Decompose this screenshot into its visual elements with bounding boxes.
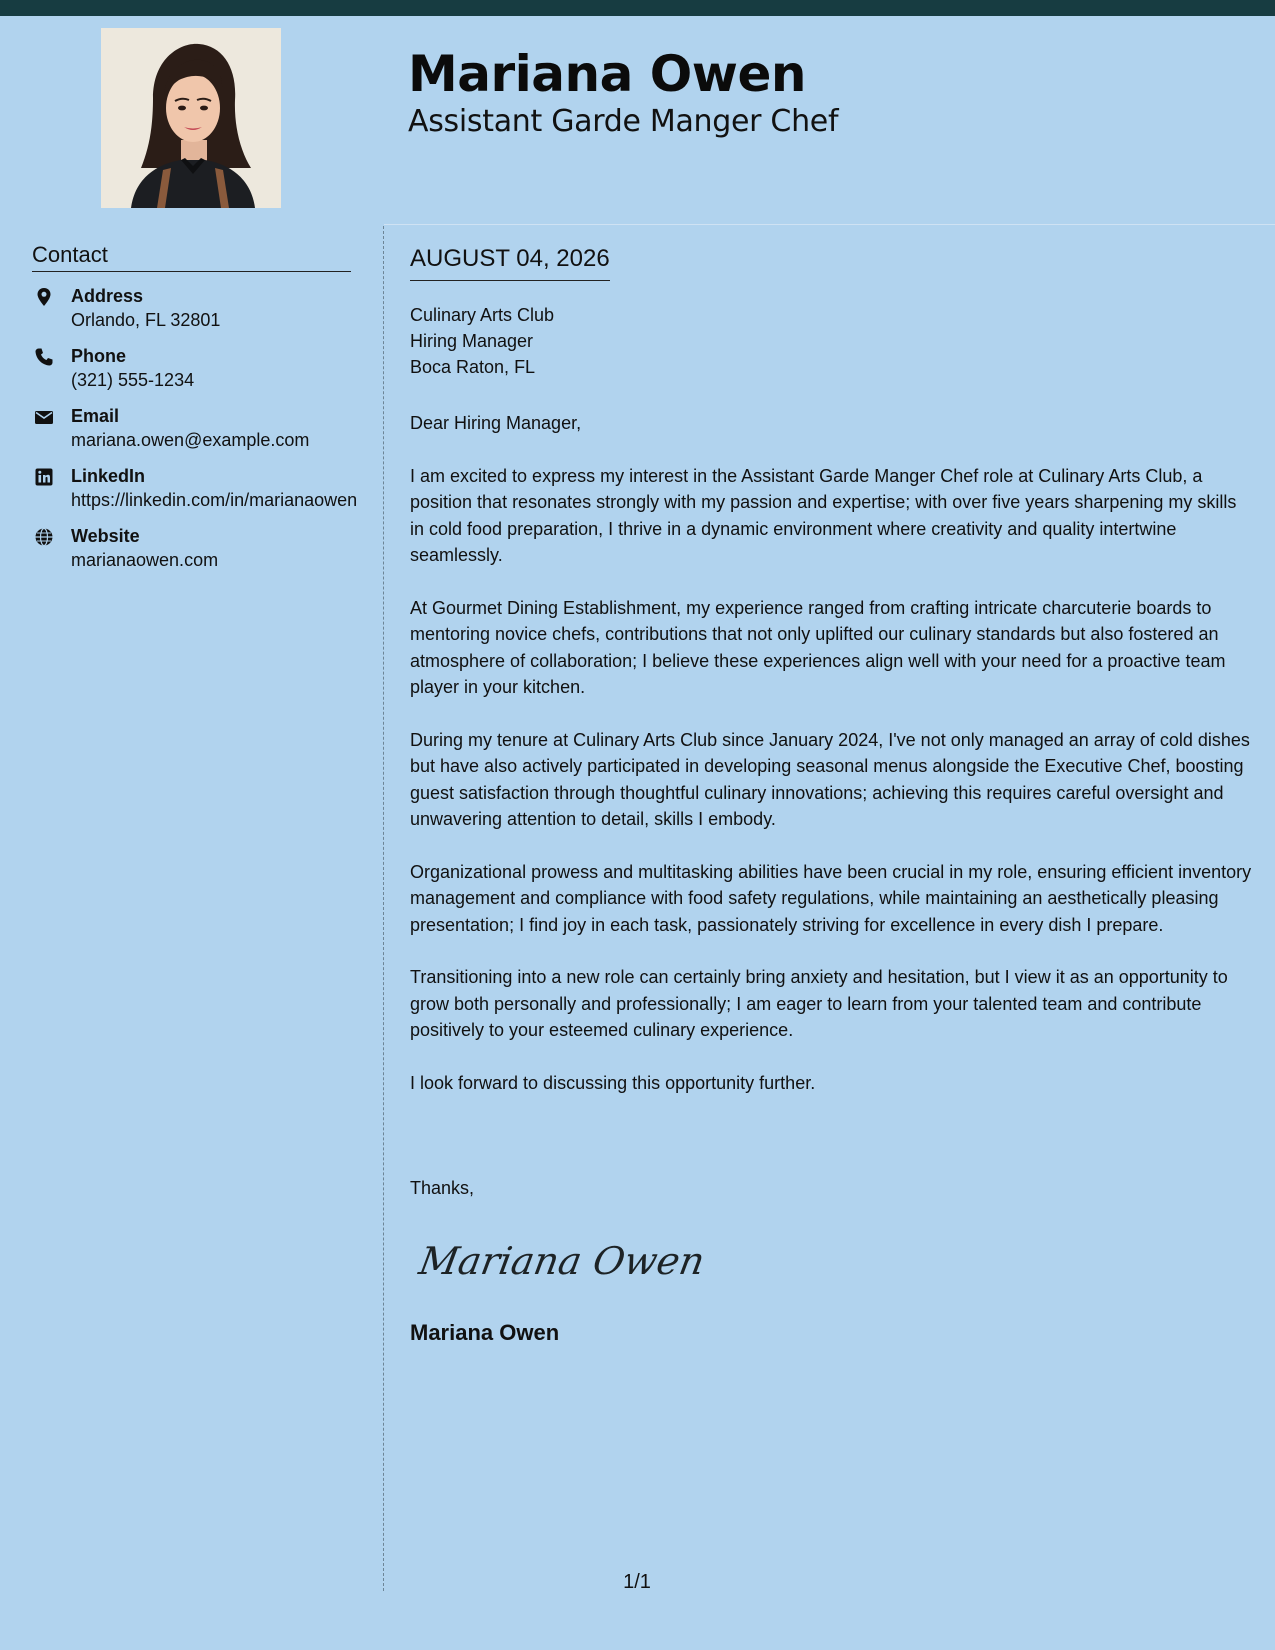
body-paragraph: I am excited to express my interest in the Assistant Garde Manger Chef role at Culinary Arts Club, a position that resonates strongly with my passion and expertise; with over five years sharpening my skills in cold food preparation, I thrive in a dynamic environment where creativity and quality intertwine seamlessly. [410,465,1237,565]
body-paragraph: Transitioning into a new role can certainly bring anxiety and hesitation, but I view it as an opportunity to grow both personally and professionally; I am eager to learn from your talented team and contribute positively to your esteemed culinary experience. [410,967,1228,1040]
linkedin-icon [34,467,54,487]
signature-text: Mariana Owen [415,1239,708,1284]
linkedin-value[interactable]: https://linkedin.com/in/marianaowen [71,490,358,510]
recipient-title: Hiring Manager [410,331,534,351]
globe-icon [34,527,54,547]
contact-label: Email [71,406,120,426]
body-paragraph: At Gourmet Dining Establishment, my experience ranged from crafting intricate charcuterie boards to mentoring novice chefs, contributions that not only uplifted our culinary standards but also fostered an atmosphere of collaboration; I believe these experiences align well with your need for a proactive team player in your kitchen. [410,597,1226,697]
top-accent-bar [0,0,1275,16]
contact-heading: Contact [32,240,351,272]
handwritten-signature [415,1226,708,1298]
profile-photo [101,28,281,208]
contact-item-email [32,404,362,452]
signer-name: Mariana Owen [410,1320,560,1345]
contact-item-website [32,524,362,572]
contact-item-address [32,284,362,332]
email-value[interactable]: mariana.owen@example.com [71,430,310,450]
page-number: 1/1 [623,1571,651,1593]
recipient-company: Culinary Arts Club [410,305,555,325]
column-divider [383,226,384,1591]
envelope-icon [34,407,54,427]
address-value: Orlando, FL 32801 [71,310,221,330]
contact-label: Address [71,286,144,306]
letter-date: AUGUST 04, 2026 [410,244,610,281]
recipient-block [410,302,554,380]
job-title: Assistant Garde Manger Chef [408,104,839,139]
contact-label: LinkedIn [71,466,146,486]
recipient-location: Boca Raton, FL [410,357,536,377]
body-paragraph: I look forward to discussing this opportunity further. [410,1072,816,1093]
avatar [101,28,281,208]
contact-label: Phone [71,346,127,366]
header-divider [384,224,1275,225]
candidate-name: Mariana Owen [408,45,806,103]
website-value[interactable]: marianaowen.com [71,550,219,570]
phone-icon [34,347,54,367]
contact-item-linkedin [32,464,362,512]
body-paragraph: Organizational prowess and multitasking abilities have been crucial in my role, ensuring efficient inventory management and compliance with food safety regulations, while maintaining an aesthetically pleasing presentation; I find joy in each task, passionately striving for excellence in every dish I prepare. [410,861,1252,935]
letter-body [410,410,1252,1122]
closing: Thanks, [410,1178,475,1198]
contact-item-phone [32,344,362,392]
phone-value: (321) 555-1234 [71,370,195,390]
contact-label: Website [71,526,140,546]
map-pin-icon [34,287,54,307]
salutation: Dear Hiring Manager, [410,413,582,433]
body-paragraph: During my tenure at Culinary Arts Club since January 2024, I've not only managed an array of cold dishes but have also actively participated in developing seasonal menus alongside the Executive Chef, boosting guest satisfaction through thoughtful culinary innovations; achieving this requires careful oversight and unwavering attention to detail, skills I embody. [410,729,1250,829]
contact-list [32,284,362,584]
